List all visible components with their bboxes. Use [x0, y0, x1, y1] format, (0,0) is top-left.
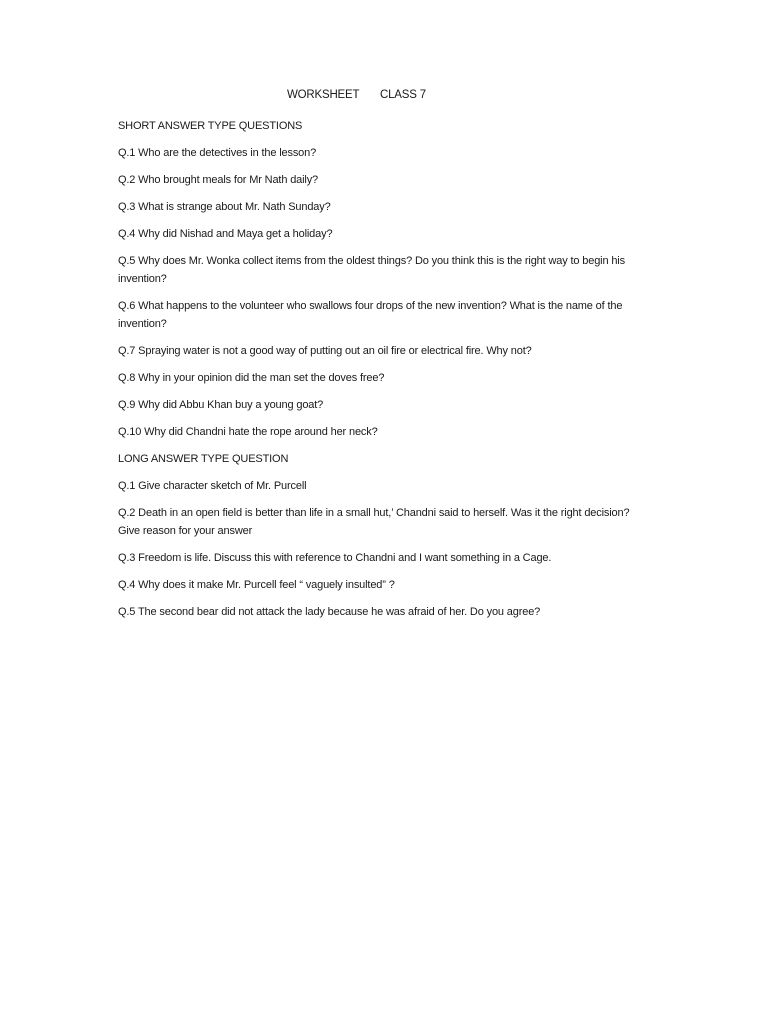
- long-answer-section: [118, 450, 648, 621]
- section-heading-short: SHORT ANSWER TYPE QUESTIONS: [118, 120, 303, 132]
- question-item: Q.3 What is strange about Mr. Nath Sunday?: [118, 201, 331, 213]
- section-heading-long: LONG ANSWER TYPE QUESTION: [118, 453, 289, 465]
- worksheet-content: [118, 117, 648, 630]
- question-item: Q.3 Freedom is life. Discuss this with reference to Chandni and I want something in a Cage.: [118, 552, 552, 564]
- question-item: Q.5 The second bear did not attack the lady because he was afraid of her. Do you agree?: [118, 606, 541, 618]
- class-label: CLASS 7: [380, 89, 426, 101]
- short-answer-section: [118, 117, 648, 441]
- question-item: Q.8 Why in your opinion did the man set the doves free?: [118, 372, 385, 384]
- question-item: Q.2 Who brought meals for Mr Nath daily?: [118, 174, 319, 186]
- question-item: Q.4 Why did Nishad and Maya get a holiday?: [118, 228, 333, 240]
- question-item: Q.1 Give character sketch of Mr. Purcell: [118, 480, 307, 492]
- question-item: Q.7 Spraying water is not a good way of putting out an oil fire or electrical fire. Why not?: [118, 345, 532, 357]
- question-item: Q.5 Why does Mr. Wonka collect items from the oldest things? Do you think this is the right way to begin his invention?: [118, 255, 625, 285]
- worksheet-title: WORKSHEET: [287, 89, 360, 101]
- question-item: Q.10 Why did Chandni hate the rope around her neck?: [118, 426, 378, 438]
- question-item: Q.1 Who are the detectives in the lesson?: [118, 147, 317, 159]
- question-item: Q.4 Why does it make Mr. Purcell feel “ vaguely insulted” ?: [118, 579, 395, 591]
- question-item: Q.9 Why did Abbu Khan buy a young goat?: [118, 399, 324, 411]
- question-item: Q.2 Death in an open field is better than life in a small hut,’ Chandni said to herself. Was it the right decision? Give reason for your answer: [118, 507, 630, 537]
- worksheet-header: [0, 89, 770, 105]
- question-item: Q.6 What happens to the volunteer who swallows four drops of the new invention? What is the name of the invention?: [118, 300, 623, 330]
